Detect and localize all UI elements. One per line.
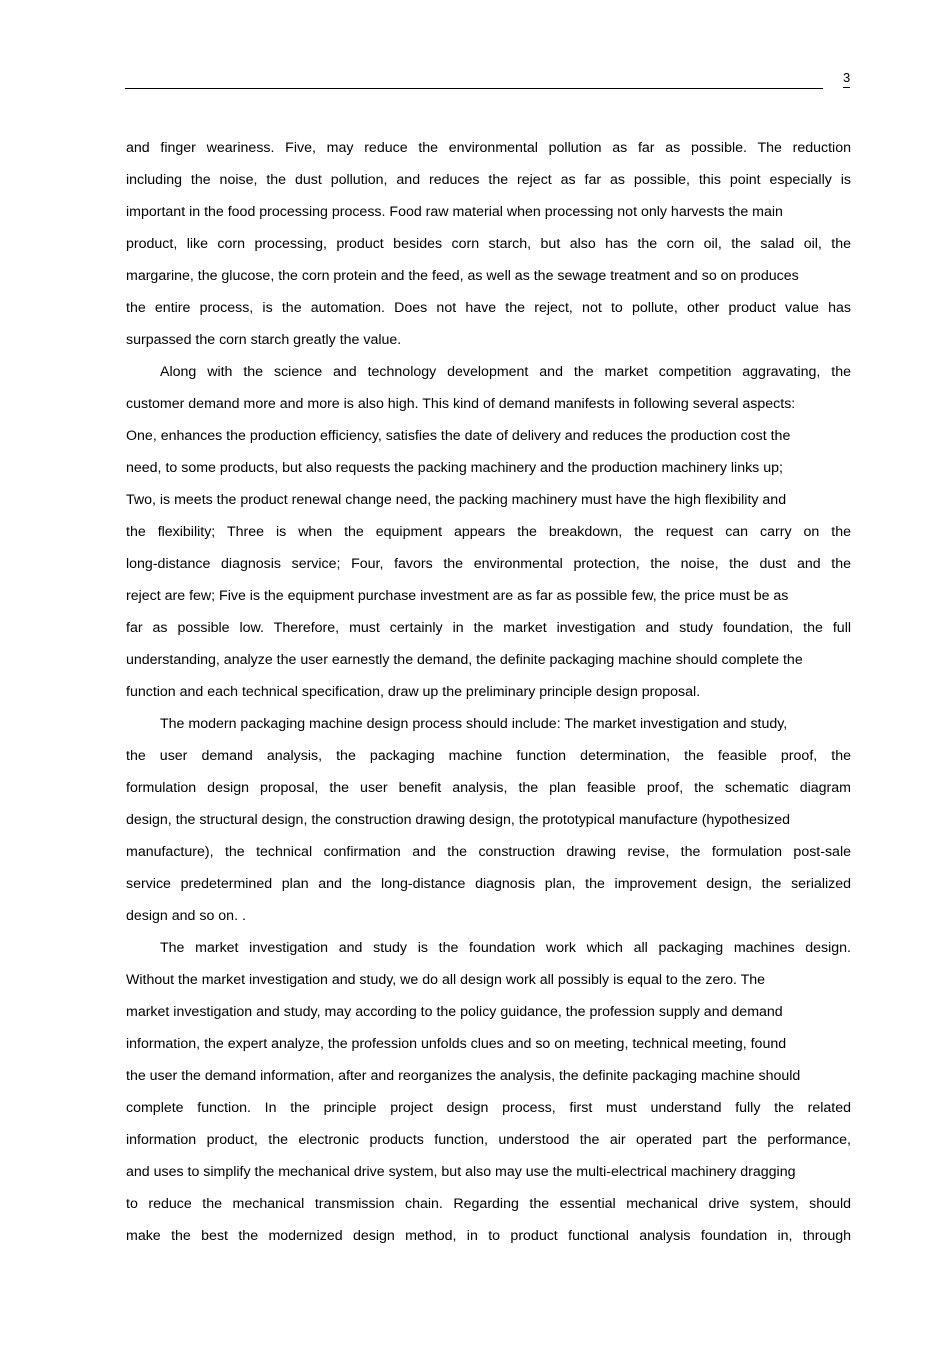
text-line: make the best the modernized design method, in to product functional analysis foundation in, through [126,1228,851,1244]
text-line: the user the demand information, after and reorganizes the analysis, the definite packaging machine should [126,1068,801,1084]
text-line: complete function. In the principle project design process, first must understand fully the related [126,1100,851,1116]
text-line: surpassed the corn starch greatly the value. [126,332,402,348]
text-line: and uses to simplify the mechanical drive system, but also may use the multi-electrical machinery dragging [126,1164,796,1180]
text-line: Along with the science and technology development and the market competition aggravating, the [160,364,851,380]
text-line: need, to some products, but also requests the packing machinery and the production machinery links up; [126,460,783,476]
text-line: product, like corn processing, product besides corn starch, but also has the corn oil, the salad oil, the [126,236,851,252]
text-line: margarine, the glucose, the corn protein and the feed, as well as the sewage treatment and so on produces [126,268,799,284]
text-line: understanding, analyze the user earnestly the demand, the definite packaging machine should complete the [126,652,803,668]
text-line: the flexibility; Three is when the equipment appears the breakdown, the request can carry on the [126,524,851,540]
text-line: service predetermined plan and the long-distance diagnosis plan, the improvement design, the serialized [126,876,851,892]
text-line: far as possible low. Therefore, must certainly in the market investigation and study foundation, the full [126,620,851,636]
document-body [126,132,851,1252]
text-line: and finger weariness. Five, may reduce the environmental pollution as far as possible. The reduction [126,140,851,156]
text-line: information, the expert analyze, the profession unfolds clues and so on meeting, technical meeting, found [126,1036,787,1052]
text-line: design and so on. . [126,908,246,924]
page-number: 3 [843,70,850,88]
text-line: design, the structural design, the construction drawing design, the prototypical manufacture (hypothesized [126,812,791,828]
text-line: information product, the electronic products function, understood the air operated part the performance, [126,1132,851,1148]
text-line: function and each technical specification, draw up the preliminary principle design proposal. [126,684,701,700]
header-rule [125,88,823,89]
text-line: Two, is meets the product renewal change need, the packing machinery must have the high flexibility and [126,492,787,508]
text-line: important in the food processing process. Food raw material when processing not only harvests the main [126,204,783,220]
text-line: One, enhances the production efficiency, satisfies the date of delivery and reduces the production cost the [126,428,791,444]
text-line: including the noise, the dust pollution, and reduces the reject as far as possible, this point especially is [126,172,851,188]
text-line: formulation design proposal, the user benefit analysis, the plan feasible proof, the schematic diagram [126,780,851,796]
text-line: The modern packaging machine design process should include: The market investigation and study, [160,716,788,732]
text-line: to reduce the mechanical transmission chain. Regarding the essential mechanical drive system, should [126,1196,851,1212]
text-line: customer demand more and more is also high. This kind of demand manifests in following several aspects: [126,396,796,412]
text-line: reject are few; Five is the equipment purchase investment are as far as possible few, the price must be as [126,588,789,604]
text-line: long-distance diagnosis service; Four, favors the environmental protection, the noise, the dust and the [126,556,851,572]
text-line: the entire process, is the automation. Does not have the reject, not to pollute, other product value has [126,300,851,316]
text-line: The market investigation and study is the foundation work which all packaging machines design. [160,940,851,956]
text-line: manufacture), the technical confirmation and the construction drawing revise, the formulation post-sale [126,844,851,860]
text-line: Without the market investigation and study, we do all design work all possibly is equal to the zero. The [126,972,766,988]
text-line: market investigation and study, may according to the policy guidance, the profession supply and demand [126,1004,783,1020]
text-line: the user demand analysis, the packaging machine function determination, the feasible proof, the [126,748,851,764]
